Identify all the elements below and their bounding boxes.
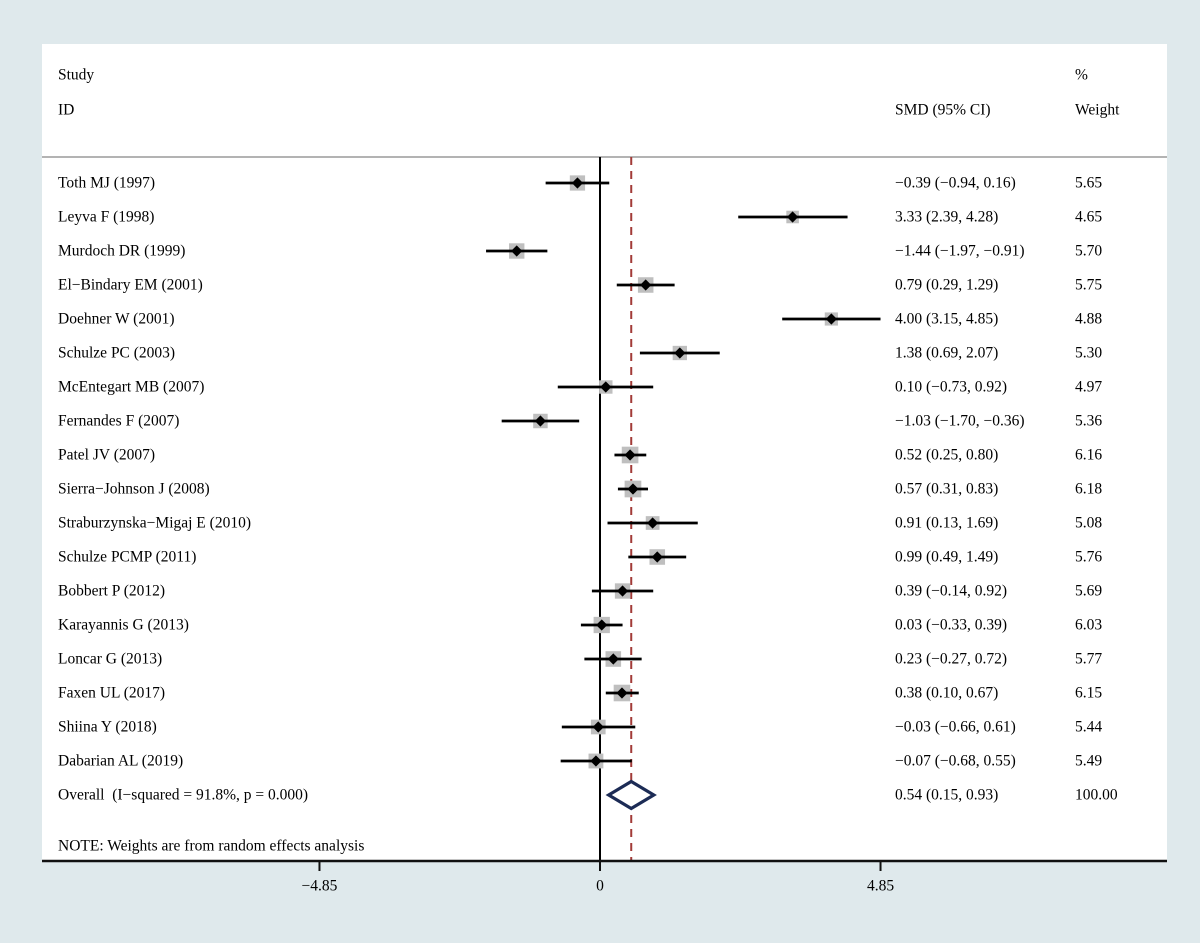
weight-value: 5.49 <box>1075 752 1103 770</box>
overall-smd-ci: 0.54 (0.15, 0.93) <box>895 786 999 804</box>
col-header-pct: % <box>1075 66 1088 84</box>
study-label: Schulze PCMP (2011) <box>58 548 197 566</box>
study-label: Dabarian AL (2019) <box>58 752 184 770</box>
weight-value: 5.76 <box>1075 548 1103 566</box>
study-label: Schulze PC (2003) <box>58 344 176 362</box>
study-label: Doehner W (2001) <box>58 310 175 328</box>
smd-ci-value: 0.10 (−0.73, 0.92) <box>895 378 1008 396</box>
smd-ci-value: 0.38 (0.10, 0.67) <box>895 684 999 702</box>
smd-ci-value: 0.91 (0.13, 1.69) <box>895 514 999 532</box>
weight-value: 5.70 <box>1075 242 1103 260</box>
x-axis-tick-label: −4.85 <box>301 877 338 895</box>
col-header-id: ID <box>58 101 75 119</box>
study-label: Shiina Y (2018) <box>58 718 157 736</box>
study-label: Karayannis G (2013) <box>58 616 189 634</box>
smd-ci-value: 0.03 (−0.33, 0.39) <box>895 616 1008 634</box>
study-label: Straburzynska−Migaj E (2010) <box>58 514 251 532</box>
study-label: Bobbert P (2012) <box>58 582 166 600</box>
col-header-smd: SMD (95% CI) <box>895 101 991 119</box>
col-header-weight: Weight <box>1075 101 1120 119</box>
smd-ci-value: 0.39 (−0.14, 0.92) <box>895 582 1008 600</box>
study-label: El−Bindary EM (2001) <box>58 276 203 294</box>
weight-value: 6.18 <box>1075 480 1103 498</box>
smd-ci-value: 4.00 (3.15, 4.85) <box>895 310 999 328</box>
smd-ci-value: −0.03 (−0.66, 0.61) <box>895 718 1016 736</box>
smd-ci-value: 0.52 (0.25, 0.80) <box>895 446 999 464</box>
smd-ci-value: 0.23 (−0.27, 0.72) <box>895 650 1008 668</box>
smd-ci-value: −1.44 (−1.97, −0.91) <box>895 242 1025 260</box>
weight-value: 5.30 <box>1075 344 1103 362</box>
overall-label: Overall (I−squared = 91.8%, p = 0.000) <box>58 786 309 804</box>
weight-value: 5.77 <box>1075 650 1103 668</box>
weight-value: 5.69 <box>1075 582 1103 600</box>
smd-ci-value: −1.03 (−1.70, −0.36) <box>895 412 1025 430</box>
smd-ci-value: 0.79 (0.29, 1.29) <box>895 276 999 294</box>
x-axis-tick-label: 0 <box>596 877 604 895</box>
weight-value: 5.75 <box>1075 276 1103 294</box>
weight-value: 4.65 <box>1075 208 1103 226</box>
overall-weight: 100.00 <box>1075 786 1118 804</box>
weight-value: 4.88 <box>1075 310 1103 328</box>
smd-ci-value: 0.57 (0.31, 0.83) <box>895 480 999 498</box>
weight-value: 6.15 <box>1075 684 1103 702</box>
weight-value: 6.16 <box>1075 446 1103 464</box>
col-header-study: Study <box>58 66 95 84</box>
header-separator <box>42 156 1167 158</box>
x-axis-tick-label: 4.85 <box>866 877 895 895</box>
study-label: Murdoch DR (1999) <box>58 242 186 260</box>
weight-value: 6.03 <box>1075 616 1103 634</box>
study-label: Loncar G (2013) <box>58 650 163 668</box>
note-text: NOTE: Weights are from random effects analysis <box>58 837 365 855</box>
smd-ci-value: −0.39 (−0.94, 0.16) <box>895 174 1016 192</box>
weight-value: 4.97 <box>1075 378 1103 396</box>
study-label: Toth MJ (1997) <box>58 174 156 192</box>
study-label: Sierra−Johnson J (2008) <box>58 480 210 498</box>
weight-value: 5.08 <box>1075 514 1103 532</box>
study-label: Faxen UL (2017) <box>58 684 166 702</box>
study-label: Patel JV (2007) <box>58 446 156 464</box>
smd-ci-value: −0.07 (−0.68, 0.55) <box>895 752 1016 770</box>
smd-ci-value: 0.99 (0.49, 1.49) <box>895 548 999 566</box>
study-label: Fernandes F (2007) <box>58 412 180 430</box>
weight-value: 5.65 <box>1075 174 1103 192</box>
weight-value: 5.44 <box>1075 718 1103 736</box>
smd-ci-value: 1.38 (0.69, 2.07) <box>895 344 999 362</box>
study-label: McEntegart MB (2007) <box>58 378 205 396</box>
study-label: Leyva F (1998) <box>58 208 155 226</box>
smd-ci-value: 3.33 (2.39, 4.28) <box>895 208 999 226</box>
weight-value: 5.36 <box>1075 412 1103 430</box>
